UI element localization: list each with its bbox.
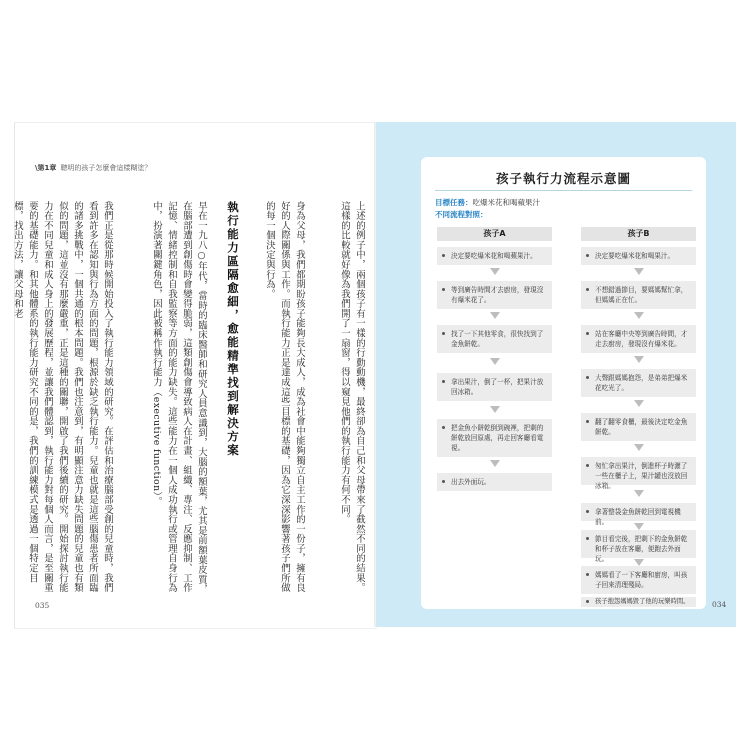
page-number-right: 034	[712, 600, 727, 609]
running-head	[35, 163, 151, 173]
arrow-down-icon	[490, 312, 500, 319]
arrow-down-icon	[634, 444, 644, 451]
bullet-icon	[586, 600, 589, 603]
chapter-title: 聰明的孩子怎麼會這樣糊塗？	[60, 164, 152, 172]
child-a-step: 把金魚小餅乾倒到碗裡，把剩的餅乾放回原處，再走回客廳看電視。	[437, 419, 552, 457]
bullet-icon	[442, 332, 445, 335]
title-divider	[435, 190, 692, 191]
right-page	[376, 122, 736, 627]
bullet-icon	[586, 254, 589, 257]
arrow-down-icon	[634, 490, 644, 497]
flowchart-card	[421, 157, 706, 609]
arrow-down-icon	[634, 559, 644, 566]
bullet-icon	[586, 537, 589, 540]
arrow-down-icon	[490, 406, 500, 413]
child-a-step: 找了一下其他零食，很快找到了金魚餅乾。	[437, 325, 552, 353]
child-a-step: 出去外面玩。	[437, 473, 552, 491]
child-b-step: 不想錯過節目，要媽媽幫忙拿，但媽媽正在忙。	[581, 281, 696, 309]
child-b-step: 拿著整袋金魚餅乾回到電視機前。	[581, 503, 696, 521]
paragraph-3: 早在一九八○年代，當時的臨床醫師和研究人員意識到，大腦的額葉，尤其是前額葉皮質，在腦部遭到創傷時會變得脆弱，這類創傷會導致病人在計畫、組織、專注、反應抑制、工作記憶、情緒控制和自我監察等方面的能力缺失。這些能力在一個人成功執行或管理自身行為中，扮演著關鍵角色，因此被稱作執行能力（executive function）。	[151, 201, 207, 595]
book-spread	[14, 122, 736, 627]
child-b-step: 大聲跟媽媽抱怨，是弟弟把爆米花吃光了。	[581, 369, 696, 397]
comparison-label-line	[435, 209, 488, 220]
bullet-icon	[586, 464, 589, 467]
chapter-mark: \第1章	[35, 164, 57, 172]
comparison-label: 不同流程對照：	[435, 210, 488, 219]
left-page	[14, 122, 377, 629]
bullet-icon	[586, 288, 589, 291]
child-a-step: 等到廣告時間才去廚房，發現沒有爆米花了。	[437, 281, 552, 309]
arrow-down-icon	[634, 268, 644, 275]
bullet-icon	[586, 573, 589, 576]
arrow-down-icon	[634, 400, 644, 407]
arrow-down-icon	[490, 358, 500, 365]
column-header-child-b: 孩子B	[581, 227, 696, 241]
bullet-icon	[586, 376, 589, 379]
bullet-icon	[442, 380, 445, 383]
bullet-icon	[442, 254, 445, 257]
arrow-down-icon	[634, 523, 644, 530]
arrow-down-icon	[634, 312, 644, 319]
child-b-step: 節目看完後，把剩下的金魚餅乾和杯子放在客廳，便跑去外面玩。	[581, 530, 696, 558]
child-a-step: 決定要吃爆米花和喝蘋果汁。	[437, 247, 552, 265]
paragraph-2: 身為父母，我們都期盼孩子能夠長大成人，成為社會中能夠獨立自主工作的一份子，擁有良好的人際關係與工作。而執行能力正是達成這些目標的基礎，因為它深深影響著孩子們所做的每一個決定與行為。	[264, 201, 305, 593]
child-b-step: 孩子抱怨媽媽毀了他的玩樂時間。	[581, 597, 696, 607]
child-b-step: 媽媽看了一下客廳和廚房，叫孩子回來清理殘局。	[581, 566, 696, 594]
paragraph-1: 上述的例子中，兩個孩子有一樣的行動動機，最終卻為自己和父母帶來了截然不同的結果。這樣的比較就好像為我們開了一扇窗，得以窺見他們的執行能力有何不同。	[339, 201, 365, 593]
section-heading: 執行能力區隔愈細，愈能精準找到解決方案	[226, 201, 240, 458]
bullet-icon	[442, 426, 445, 429]
goal-text: 吃爆米花和喝蘋果汁	[472, 198, 540, 207]
child-b-step: 匆忙拿出果汁，倒進杯子時灑了一些在櫃子上，果汁罐也沒放回冰箱。	[581, 457, 696, 485]
bullet-icon	[586, 510, 589, 513]
child-a-step: 拿出果汁，倒了一杯，把果汁放回冰箱。	[437, 373, 552, 401]
flowchart-title: 孩子執行力流程示意圖	[495, 171, 631, 186]
child-b-step: 決定要吃爆米花和喝果汁。	[581, 247, 696, 265]
paragraph-4: 我們正是從那時候開始投入了執行能力領域的研究。在評估和治療腦部受創的兒童時，我們看到許多在認知與行為方面的問題，根源於缺乏執行能力。兒童也就是這些腦傷患者所面臨的諸多挑戰中，一個共通的根本問題。我們也注意到，有明顯注意力缺失問題的兒童也有類似的問題，這並沒有那麼嚴重，正是這種的關聯，開啟了我們後續的研究。開始探討執行能力在不同兒童和成人身上的發展歷程，並讓我們體認到，執行能力對每個人而言，是至關重要的基礎能力。和其他體系的執行能力研究不同的是，我們的訓練模式是透過一個特定目標，找出方法，讓父母和老	[12, 201, 113, 593]
child-b-step: 站在客廳中央等到廣告時間，才走去廚房，發現沒有爆米花。	[581, 325, 696, 353]
bullet-icon	[586, 332, 589, 335]
arrow-down-icon	[490, 460, 500, 467]
arrow-down-icon	[634, 356, 644, 363]
column-header-child-a: 孩子A	[437, 227, 552, 241]
goal-label: 目標任務：	[435, 198, 473, 207]
child-b-step: 翻了翻零食櫃，最後決定吃金魚餅乾。	[581, 413, 696, 441]
bullet-icon	[442, 480, 445, 483]
page-number-left: 035	[35, 601, 50, 610]
bullet-icon	[586, 420, 589, 423]
goal-line	[435, 197, 540, 208]
arrow-down-icon	[490, 268, 500, 275]
bullet-icon	[442, 288, 445, 291]
